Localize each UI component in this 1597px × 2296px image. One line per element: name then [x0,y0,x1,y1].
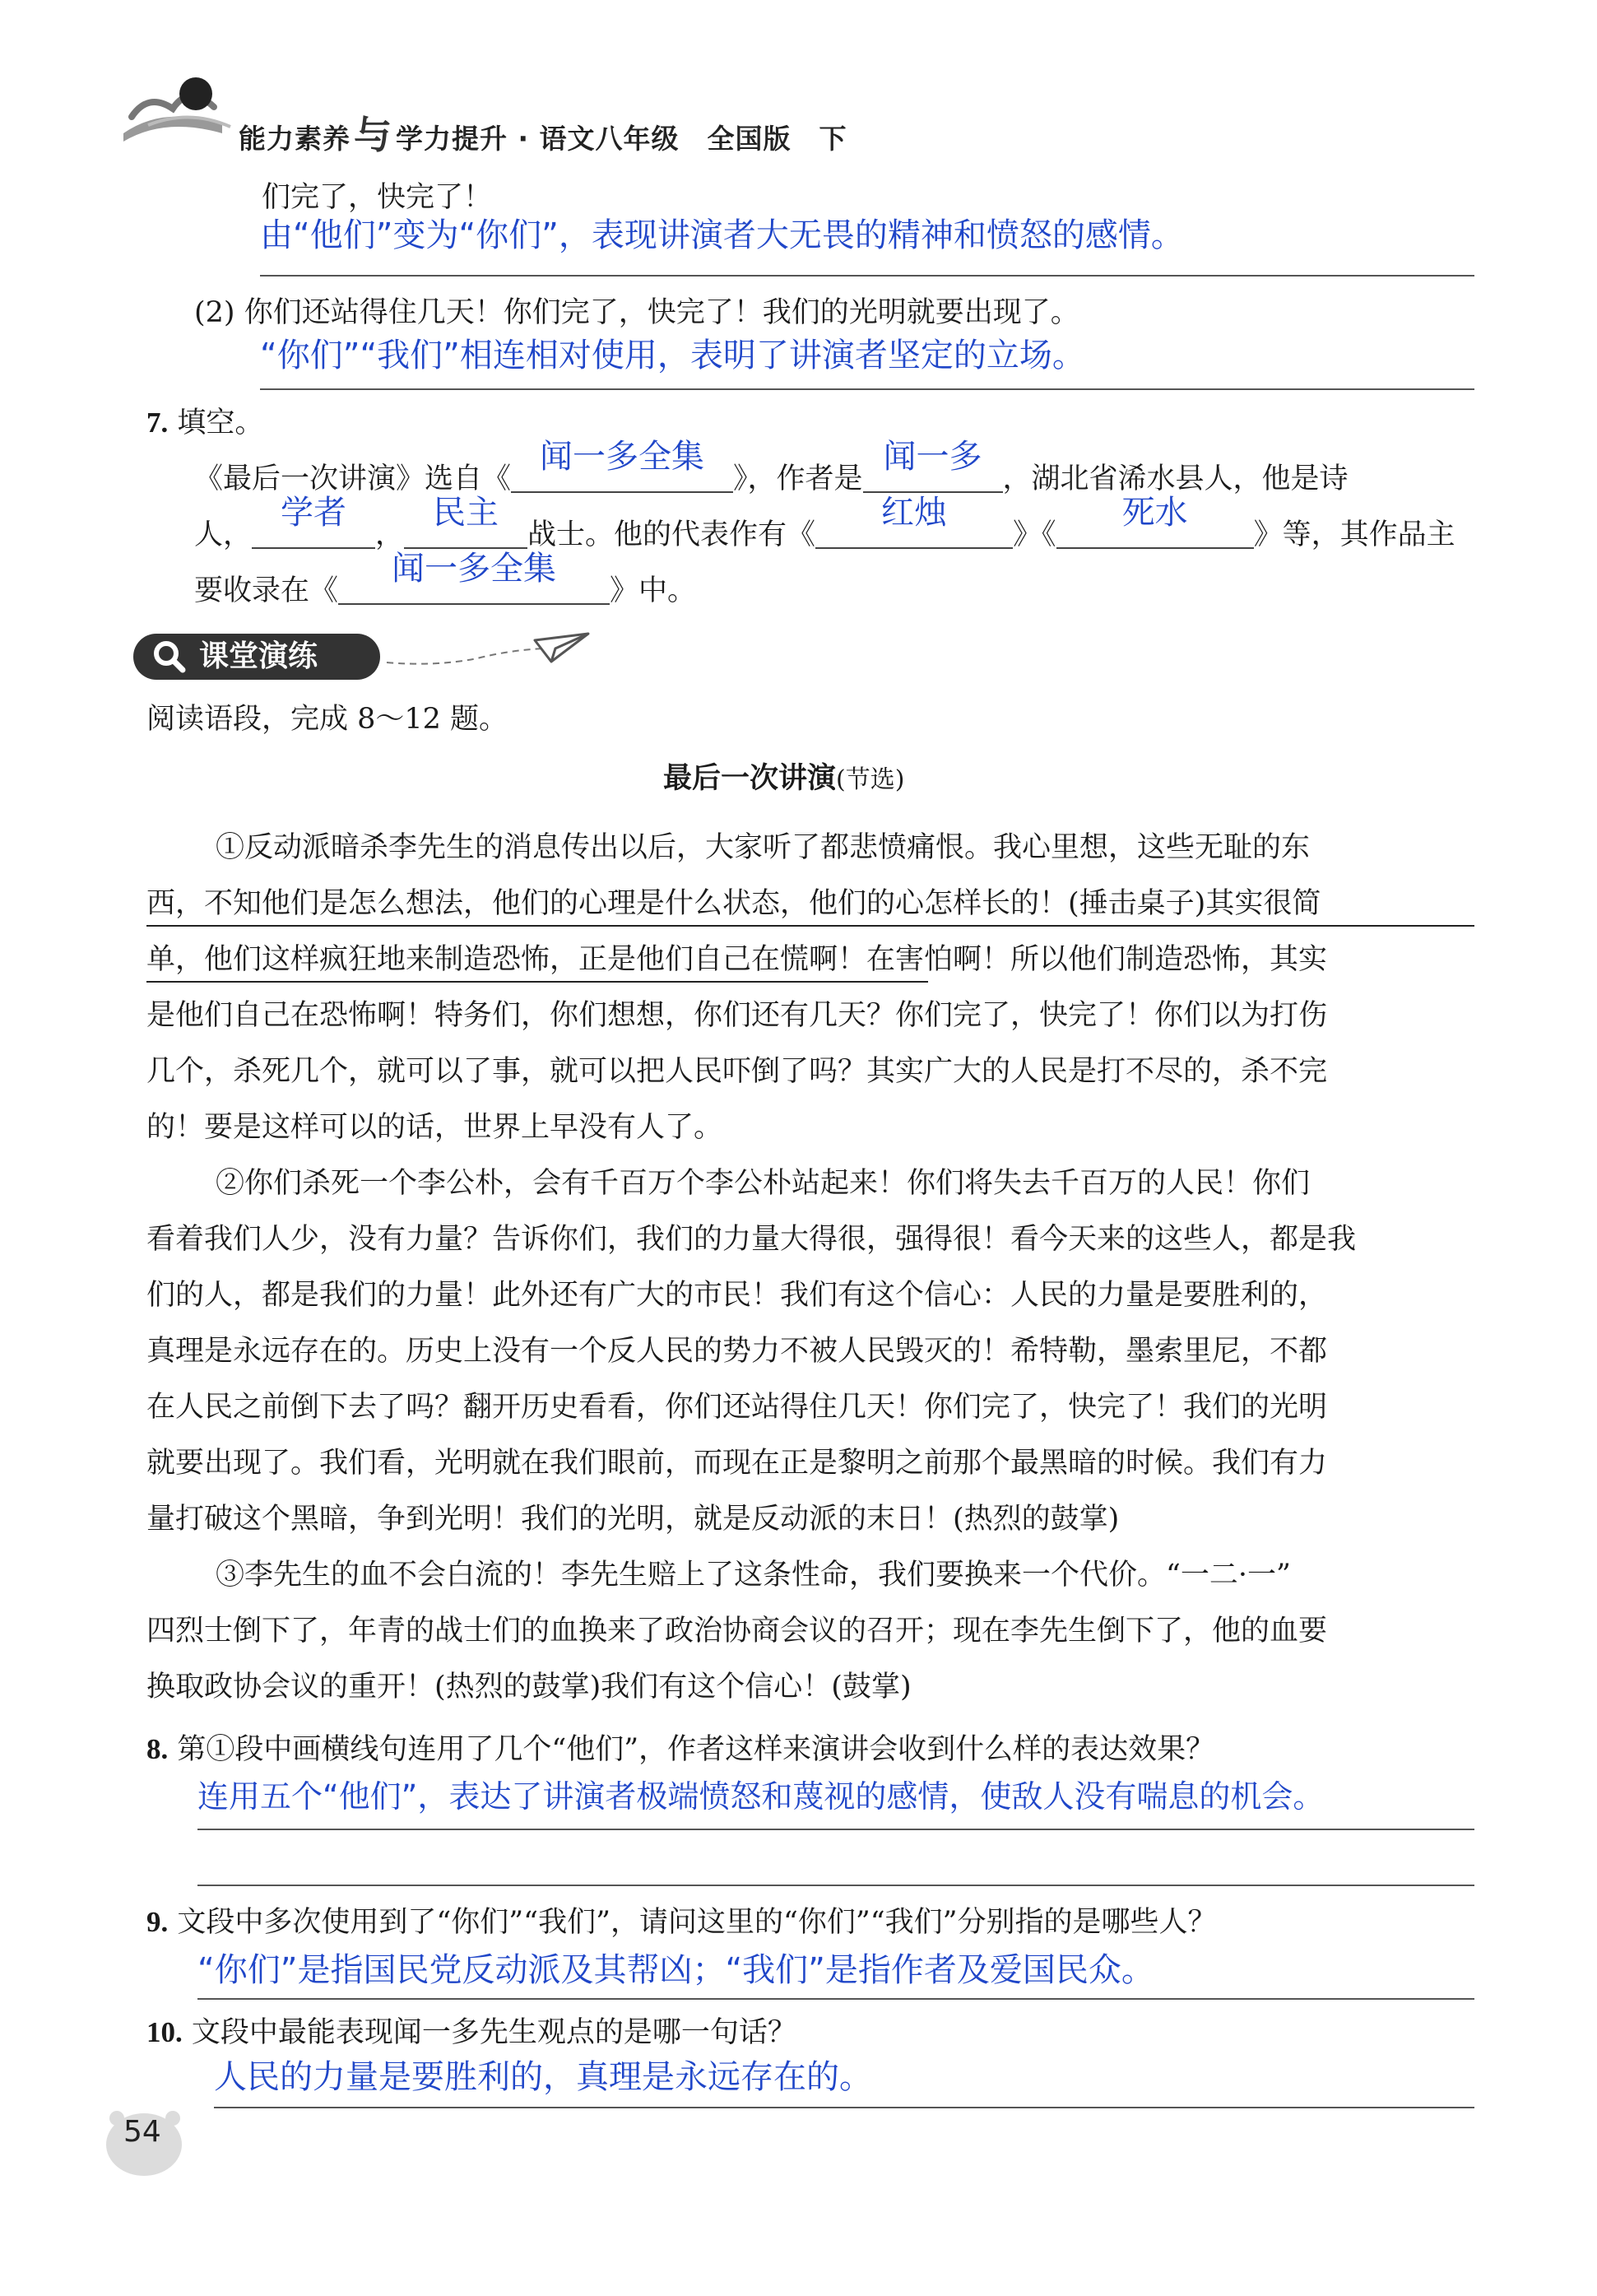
q9-number: 9. [146,1906,169,1938]
q7-blank-work2-answer: 死水 [1121,494,1188,532]
header-title-yu: 与 [354,113,392,157]
magnifier-icon [146,634,193,680]
passage-line [146,876,1321,932]
q10-number: 10. [146,2016,183,2048]
q7-heading [146,395,263,451]
passage-underline-1 [146,925,1474,927]
passage-title-main: 最后一次讲演 [663,762,837,795]
passage-line: 真理是永远存在的。历史上没有一个反人民的势力不被人民毁灭的！希特勒，墨索里尼，不都 [146,1335,1328,1368]
q7-text-1c: ，湖北省浠水县人，他是诗 [1002,462,1349,495]
passage-line: 换取政协会议的重开！(热烈的鼓掌)我们有这个信心！(鼓掌) [146,1671,912,1703]
q6-answer2-line [260,388,1474,390]
book-logo-icon [115,59,239,150]
q8-question [146,1722,1214,1778]
q7-line3 [194,550,697,619]
q10-text: 文段中最能表现闻一多先生观点的是哪一句话？ [191,2016,796,2049]
passage-line-underlined: 西，不知他们是怎么想法，他们的心理是什么状态，他们的心怎样长的！(捶击桌子)其实很简 [146,887,1321,920]
q7-blank-work1 [815,494,1013,549]
q9-text: 文段中多次使用到了“你们”“我们”，请问这里的“你们”“我们”分别指的是哪些人？ [177,1906,1217,1939]
q10-answer-line [214,2107,1474,2108]
q7-blank-collection-answer: 闻一多全集 [392,550,557,588]
passage-line: 看着我们人少，没有力量？告诉你们，我们的力量大得很，强得很！看今天来的这些人，都是我 [146,1223,1357,1256]
header-title-part2: 学力提升 · 语文八年级 全国版 下 [396,123,847,155]
q7-text-3b: 》中。 [610,574,697,607]
section-instruction: 阅读语段，完成 8～12 题。 [146,703,508,736]
q8-answer-line-1 [197,1829,1474,1830]
q9-answer-line [197,1998,1474,2000]
q7-blank-collection [338,550,610,605]
passage-line: 是他们自己在恐怖啊！特务们，你们想想，你们还有几天？你们完了，快完了！你们以为打伤 [146,999,1328,1032]
q7-text-2a: 人， [194,518,253,551]
q7-text-2c: 战士。他的代表作有《 [527,518,816,551]
passage-line: ①反动派暗杀李先生的消息传出以后，大家听了都悲愤痛恨。我心里想，这些无耻的东 [216,831,1311,864]
q6-answer2: “你们”“我们”相连相对使用，表明了讲演者坚定的立场。 [260,337,1085,374]
passage-title [663,751,904,808]
section-badge-label: 课堂演练 [199,639,318,673]
passage-line: 单，他们这样疯狂地来制造恐怖，正是他们自己在慌啊！在害怕啊！所以他们制造恐怖，其实 [146,943,1328,976]
q7-text-2b: ， [375,518,405,551]
passage-line: 四烈士倒下了，年青的战士们的血换来了政治协商会议的召开；现在李先生倒下了，他的血要 [146,1615,1328,1648]
header-title-part1: 能力素养 [239,123,351,155]
q7-blank-identity2-answer: 民主 [433,494,499,532]
header-logo [115,59,239,150]
q10-answer: 人民的力量是要胜利的，真理是永远存在的。 [214,2058,872,2096]
q8-answer: 连用五个“他们”，表达了讲演者极端愤怒和蔑视的感情，使敌人没有喘息的机会。 [197,1778,1325,1815]
q7-blank-source-answer: 闻一多全集 [540,438,705,476]
q6-answer1: 由“他们”变为“你们”，表现讲演者大无畏的精神和愤怒的感情。 [260,216,1184,254]
passage-subtitle: (节选) [836,765,905,794]
q6-item2: (2) 你们还站得住几天！你们完了，快完了！我们的光明就要出现了。 [194,296,1079,329]
q7-blank-work1-answer: 红烛 [881,494,948,532]
q6-answer1-line [260,275,1474,277]
q8-text: 第①段中画横线句连用了几个“他们”，作者这样来演讲会收到什么样的表达效果？ [177,1733,1215,1766]
q7-title: 填空。 [177,407,264,439]
q7-blank-identity1-answer: 学者 [281,494,347,532]
q7-blank-source [511,438,733,493]
passage-line: 几个，杀死几个，就可以了事，就可以把人民吓倒了吗？其实广大的人民是打不尽的，杀不完 [146,1055,1328,1088]
section-badge [133,634,380,680]
page-number: 54 [123,2115,161,2149]
passage-line: 就要出现了。我们看，光明就在我们眼前，而现在正是黎明之前那个最黑暗的时候。我们有力 [146,1447,1328,1480]
passage-underline-2 [146,981,928,983]
q7-text-2e: 》等，其作品主 [1253,518,1455,551]
q7-blank-work2 [1056,494,1254,549]
passage-line: 量打破这个黑暗，争到光明！我们的光明，就是反动派的末日！(热烈的鼓掌) [146,1503,1120,1536]
passage-line: 的！要是这样可以的话，世界上早没有人了。 [146,1111,723,1144]
q9-answer: “你们”是指国民党反动派及其帮凶；“我们”是指作者及爱国民众。 [197,1951,1154,1989]
q7-text-3a: 要收录在《 [194,574,339,607]
passage-line: ③李先生的血不会白流的！李先生赔上了这条性命，我们要换来一个代价。“一二·一” [216,1559,1291,1592]
q7-text-2d: 》《 [1013,518,1056,551]
passage-line: 们的人，都是我们的力量！此外还有广大的市民！我们有这个信心：人民的力量是要胜利的， [146,1279,1328,1312]
q8-number: 8. [146,1733,169,1765]
q7-number: 7. [146,407,169,439]
q7-blank-author-answer: 闻一多 [883,438,982,476]
header-title [239,105,847,160]
passage-line: 在人民之前倒下去了吗？翻开历史看看，你们还站得住几天！你们完了，快完了！我们的光明 [146,1391,1328,1424]
passage-line: ②你们杀死一个李公朴，会有千百万个李公朴站起来！你们将失去千百万的人民！你们 [216,1167,1311,1200]
q7-text-1b: 》，作者是 [733,462,863,495]
q7-text-1a: 《最后一次讲演》选自《 [194,462,512,495]
paper-plane-icon [387,625,592,683]
q6-line1: 们完了，快完了！ [262,181,493,214]
q8-answer-line-2 [197,1885,1474,1886]
q9-question [146,1894,1217,1950]
